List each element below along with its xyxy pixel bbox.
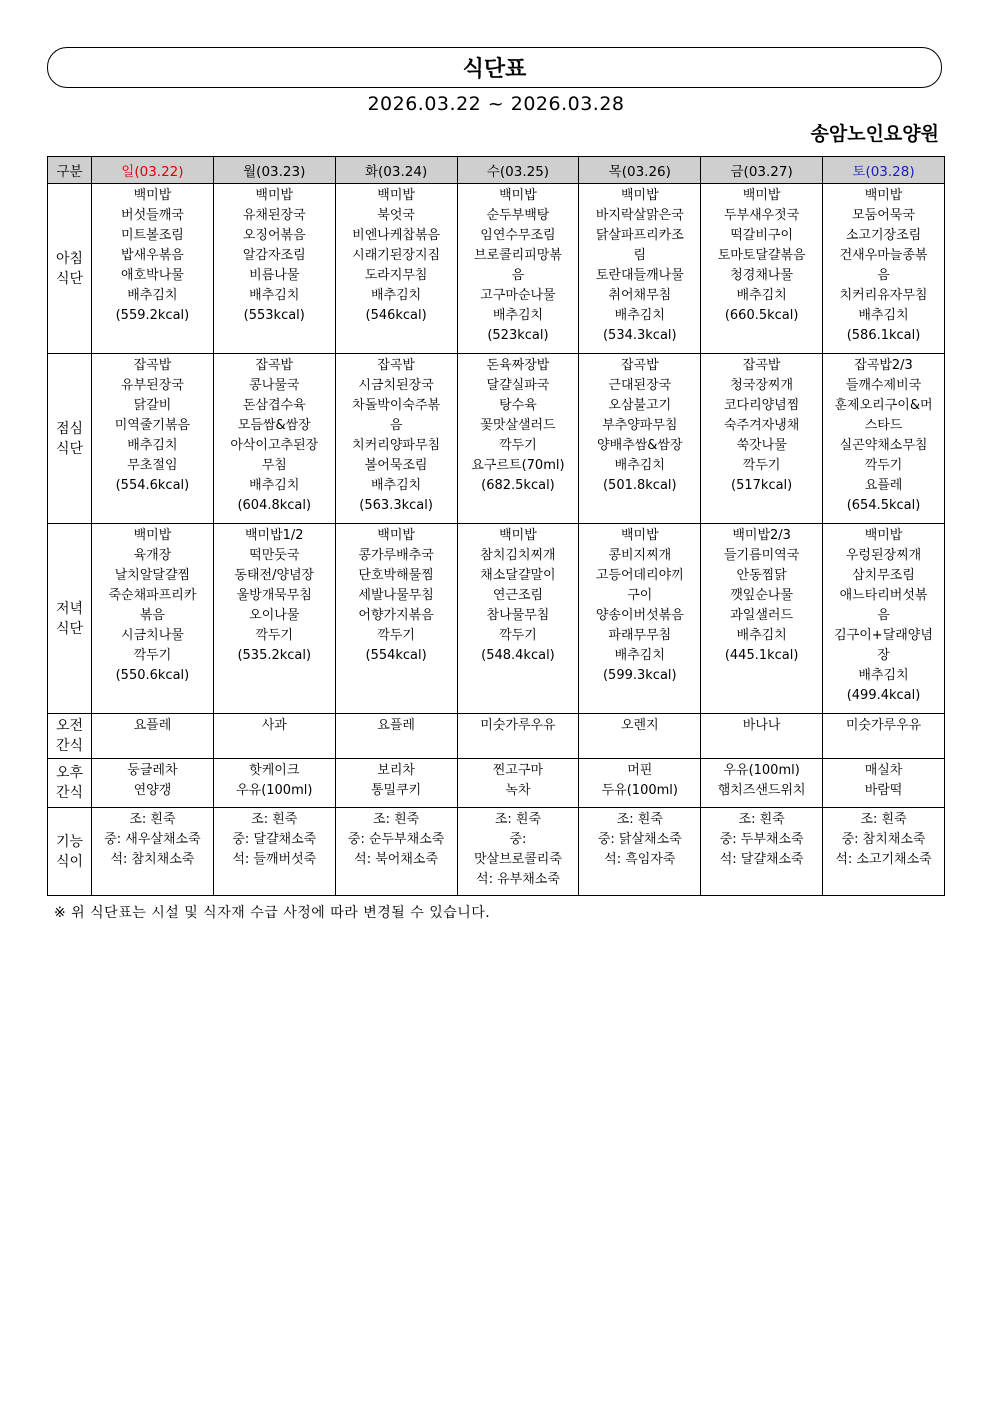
menu-item: (550.6kcal) [115,668,190,683]
menu-cell [335,759,457,808]
menu-item: 백미밥 [864,188,903,203]
facility-name: 송암노인요양원 [810,123,939,145]
menu-item: (499.4kcal) [846,688,921,703]
menu-cell [92,759,214,808]
menu-item: 보리차 [377,763,415,778]
row-label-therapeutic-diet [48,808,92,896]
menu-item: (604.8kcal) [237,498,312,513]
menu-item: 아삭이고추된장 [230,438,319,453]
menu-item: 애느타리버섯볶 [839,588,928,603]
menu-item: 음 [511,268,525,283]
menu-item: 치커리유자무침 [839,288,928,303]
menu-item: 부추양파무침 [602,418,678,433]
menu-cell [335,354,457,524]
menu-item: (654.5kcal) [846,498,921,513]
menu-item: (523kcal) [487,328,549,343]
menu-cell [213,808,335,896]
row-label-afternoon-snack [48,759,92,808]
menu-item: 오렌지 [620,718,659,733]
menu-item: 두유(100ml) [601,783,678,798]
menu-item: 미숫가루우유 [845,718,922,733]
menu-item: 날치알달걀찜 [114,568,191,583]
menu-item: 배추김치 [614,308,665,323]
menu-cell [701,524,823,714]
menu-item: 요구르트(70ml) [471,458,565,473]
footnote: ※ 위 식단표는 시설 및 식자재 수급 사정에 따라 변경될 수 있습니다. [54,905,491,921]
menu-item: 배추김치 [370,478,422,493]
menu-item: 조: 흰죽 [494,812,542,827]
menu-item: 백미밥 [377,188,415,203]
row-label-line: 저녁 [55,600,84,617]
menu-item: 잡곡밥 [133,358,172,373]
menu-item: 스타드 [864,418,903,433]
row-label-lunch [48,354,92,524]
menu-cell [457,524,579,714]
menu-item: 조: 흰죽 [129,812,176,827]
menu-item: 참나물무침 [486,608,550,623]
menu-item: 백미밥 [742,188,781,203]
menu-item: 건새우마늘종볶 [839,248,928,263]
menu-cell [335,524,457,714]
menu-item: (445.1kcal) [724,648,799,663]
header-row [48,157,945,184]
menu-cell [335,714,457,759]
menu-item: 머핀 [627,763,653,778]
menu-cell [92,808,214,896]
menu-cell [92,714,214,759]
menu-item: 석: 들깨버섯죽 [232,852,317,867]
menu-item: 취어채무침 [608,288,672,303]
menu-item: 조: 흰죽 [860,812,907,827]
row-label-line: 식단 [55,620,84,637]
row-label-line: 오전 [55,718,84,734]
menu-item: 백미밥 [620,188,659,203]
menu-item: 양송이버섯볶음 [595,608,684,623]
menu-item: 백미밥 [133,188,172,203]
menu-item: 훈제오리구이&머 [834,398,933,413]
menu-item: 오이나물 [249,608,300,623]
row-label-morning-snack [48,714,92,759]
menu-item: 들깨수제비국 [845,378,922,393]
menu-cell [579,714,701,759]
menu-cell [213,714,335,759]
menu-item: 치커리양파무침 [352,438,441,453]
menu-item: 무침 [261,458,287,473]
menu-item: 둥글레차 [127,763,178,778]
menu-item: 비름나물 [249,268,300,283]
menu-item: 어향가지볶음 [358,608,434,623]
menu-item: 백미밥1/2 [244,528,304,543]
menu-item: 콩나물국 [249,378,300,393]
menu-cell [579,808,701,896]
menu-item: 청국장찌개 [730,378,794,393]
menu-cell [701,714,823,759]
menu-item: 쑥갓나물 [736,438,787,453]
menu-item: 음 [877,608,890,623]
menu-item: 토마토달걀볶음 [717,248,806,263]
menu-item: 음 [389,418,403,433]
menu-item: 코다리양념찜 [723,398,800,413]
menu-item: 배추김치 [736,628,787,643]
menu-item: 백미밥 [133,528,172,543]
menu-item: 백미밥 [499,188,537,203]
menu-item: 시금치된장국 [358,378,434,393]
menu-item: 깍두기 [499,438,537,453]
menu-item: 김구이+달래양념 [834,628,933,643]
menu-item: 죽순채파프리카 [108,588,197,603]
page-title: 식단표 [462,57,527,82]
menu-item: (534.3kcal) [602,328,677,343]
menu-item: 미트볼조림 [121,228,184,243]
menu-item: (563.3kcal) [359,498,433,513]
menu-cell [213,524,335,714]
menu-item: (553kcal) [243,308,305,323]
menu-item: 오삼불고기 [608,398,672,413]
menu-cell [213,354,335,524]
header-day-mon: 월(03.23) [213,157,335,184]
menu-item: 돈육짜장밥 [486,358,550,373]
row-breakfast [48,184,945,354]
menu-item: 버섯들깨국 [121,208,184,223]
menu-item: 깍두기 [377,628,415,643]
row-label-line: 식단 [55,440,84,457]
menu-item: (554.6kcal) [115,478,190,493]
row-therapeutic-diet [48,808,945,896]
menu-item: 맛살브로콜리죽 [474,852,562,867]
menu-item: 순두부백탕 [486,208,550,223]
menu-item: 울방개묵무침 [236,588,312,603]
menu-item: 요플레 [864,478,903,493]
menu-item: 매실차 [864,763,903,778]
menu-item: 백미밥 [864,528,903,543]
menu-item: 볶음 [139,608,165,623]
menu-cell [579,354,701,524]
menu-item: 배추김치 [127,438,178,453]
menu-item: 잡곡밥 [742,358,781,373]
menu-item: 잡곡밥 [255,358,294,373]
menu-item: 도라지무침 [364,268,428,283]
menu-item: (517kcal) [731,478,793,493]
menu-item: 찐고구마 [492,763,544,778]
row-label-line: 식이 [55,853,84,870]
row-label-line: 식단 [55,270,84,287]
menu-item: 배추김치 [492,308,544,323]
menu-item: 배추김치 [249,288,300,303]
menu-item: 알감자조림 [242,248,306,263]
menu-item: 닭갈비 [133,398,172,413]
menu-cell [579,524,701,714]
menu-item: 콩비지찌개 [608,548,672,563]
menu-item: 밥새우볶음 [121,248,184,263]
menu-item: 조: 흰죽 [616,812,663,827]
menu-cell [823,759,945,808]
header-day-thu: 목(03.26) [579,157,701,184]
header-day-fri: 금(03.27) [701,157,823,184]
menu-item: 바지락살맑은국 [595,208,684,223]
menu-item: 석: 유부채소죽 [476,872,560,887]
menu-item: 양배추쌈&쌈장 [597,438,683,453]
menu-item: 볼어묵조림 [364,458,428,473]
menu-item: 잡곡밥 [377,358,415,373]
menu-item: 석: 북어채소죽 [354,852,439,867]
row-label-line: 간식 [55,785,84,801]
menu-item: 떡갈비구이 [730,228,794,243]
menu-cell [823,184,945,354]
menu-item: 통밀쿠키 [370,783,422,798]
header-day-sat: 토(03.28) [823,157,945,184]
menu-item: 차돌박이숙주볶 [352,398,441,413]
menu-cell [335,184,457,354]
menu-cell [92,354,214,524]
row-label-line: 점심 [55,420,84,437]
menu-item: 조: 흰죽 [738,812,785,827]
menu-cell [92,184,214,354]
menu-item: 유채된장국 [242,208,306,223]
menu-item: 바람떡 [864,783,903,798]
menu-item: 백미밥 [255,188,294,203]
menu-item: 토란대들깨나물 [595,268,684,283]
menu-item: 세발나물무침 [358,588,434,603]
menu-item: 미역줄기볶음 [114,418,191,433]
menu-item: 석: 소고기채소죽 [835,852,932,867]
menu-item: 백미밥 [620,528,659,543]
menu-item: 중: [509,832,527,847]
menu-item: 장 [877,648,890,663]
menu-item: 요플레 [377,718,415,733]
menu-cell [579,184,701,354]
menu-item: 백미밥 [377,528,415,543]
menu-item: 고구마순나물 [480,288,556,303]
menu-item: 깻잎순나물 [730,588,794,603]
menu-item: 중: 달걀채소죽 [232,832,317,847]
menu-item: 모듬쌈&쌈장 [237,418,311,433]
menu-cell [213,759,335,808]
menu-item: 중: 순두부채소죽 [347,832,445,847]
menu-item: 조: 흰죽 [373,812,420,827]
menu-item: 오징어볶음 [242,228,306,243]
menu-cell [457,808,579,896]
menu-item: 연양갱 [133,783,172,798]
menu-item: 사과 [261,718,287,733]
menu-item: 깍두기 [133,648,172,663]
menu-cell [823,524,945,714]
menu-cell [213,184,335,354]
menu-item: 림 [633,248,647,263]
menu-cell [335,808,457,896]
menu-item: 석: 달걀채소죽 [719,852,804,867]
menu-item: 꽃맛살샐러드 [480,418,556,433]
row-label-line: 기능 [55,833,84,850]
menu-item: 동태전/양념장 [234,568,315,583]
menu-item: 음 [877,268,890,283]
menu-item: 깍두기 [864,458,903,473]
menu-cell [457,759,579,808]
menu-item: 무초절임 [127,458,178,473]
menu-item: 배추김치 [614,458,665,473]
row-morning-snack [48,714,945,759]
row-label-line: 오후 [55,765,84,781]
menu-item: 달걀실파국 [486,378,550,393]
menu-item: 중: 새우살채소죽 [104,832,201,847]
menu-item: 배추김치 [858,308,909,323]
menu-item: 북엇국 [377,208,415,223]
row-lunch [48,354,945,524]
menu-item: (599.3kcal) [602,668,677,683]
menu-item: 탕수육 [499,398,537,413]
menu-cell [457,184,579,354]
menu-item: (501.8kcal) [602,478,677,493]
menu-cell [457,714,579,759]
menu-cell [823,354,945,524]
menu-item: (548.4kcal) [481,648,555,663]
menu-item: 숙주겨자냉채 [723,418,800,433]
menu-item: 배추김치 [127,288,178,303]
menu-item: 잡곡밥2/3 [854,358,913,373]
row-label-dinner [48,524,92,714]
menu-item: 구이 [627,588,653,603]
menu-item: 파래무무침 [608,628,672,643]
menu-item: 배추김치 [249,478,300,493]
menu-item: 깍두기 [742,458,781,473]
menu-item: 깍두기 [255,628,294,643]
menu-item: 청경채나물 [730,268,794,283]
menu-item: (535.2kcal) [237,648,312,663]
menu-item: 우유(100ml) [723,763,800,778]
menu-item: 석: 참치채소죽 [110,852,195,867]
menu-item: 백미밥 [499,528,537,543]
menu-item: 배추김치 [614,648,665,663]
menu-cell [701,354,823,524]
menu-cell [579,759,701,808]
menu-item: (546kcal) [365,308,427,323]
header-day-wed: 수(03.25) [457,157,579,184]
menu-item: 삼치무조림 [852,568,915,583]
menu-cell [92,524,214,714]
menu-item: 돈삼겹수육 [242,398,306,413]
menu-item: 핫케이크 [249,763,300,778]
menu-item: (682.5kcal) [481,478,555,493]
menu-item: 소고기장조림 [845,228,922,243]
menu-item: 중: 두부채소죽 [719,832,804,847]
menu-item: 시래기된장지짐 [352,248,441,263]
menu-item: 근대된장국 [608,378,672,393]
menu-table [47,156,945,896]
menu-item: 바나나 [742,718,781,733]
menu-item: 유부된장국 [121,378,184,393]
menu-item: 두부새우젓국 [723,208,800,223]
menu-item: 채소달걀말이 [480,568,556,583]
menu-item: 깍두기 [499,628,537,643]
row-label-breakfast [48,184,92,354]
menu-item: 닭살파프리카조 [595,228,684,243]
menu-item: 배추김치 [858,668,909,683]
menu-item: 고등어데리야끼 [595,568,684,583]
menu-item: 백미밥2/3 [732,528,791,543]
header-label: 구분 [48,157,92,184]
menu-item: 미숫가루우유 [480,718,556,733]
menu-item: (554kcal) [365,648,427,663]
menu-cell [823,714,945,759]
menu-item: 잡곡밥 [620,358,659,373]
menu-cell [457,354,579,524]
menu-item: 안동찜닭 [736,568,787,583]
menu-item: 과일샐러드 [730,608,794,623]
menu-item: 중: 닭살채소죽 [597,832,682,847]
menu-item: 요플레 [133,718,172,733]
menu-item: (559.2kcal) [115,308,190,323]
menu-item: 시금치나물 [121,628,184,643]
menu-cell [701,759,823,808]
menu-item: 배추김치 [736,288,787,303]
menu-item: 들기름미역국 [723,548,800,563]
menu-item: 녹차 [505,783,531,798]
row-dinner [48,524,945,714]
menu-item: 임연수무조림 [480,228,556,243]
row-afternoon-snack [48,759,945,808]
menu-item: 중: 참치채소죽 [841,832,926,847]
menu-item: 우유(100ml) [236,783,313,798]
menu-item: 참치김치찌개 [480,548,556,563]
header-day-tue: 화(03.24) [335,157,457,184]
menu-cell [823,808,945,896]
menu-item: 비엔나케찹볶음 [352,228,441,243]
menu-item: 우렁된장찌개 [845,548,922,563]
menu-item: 단호박해물찜 [358,568,434,583]
menu-item: 모둠어묵국 [852,208,915,223]
menu-item: 연근조림 [492,588,544,603]
menu-item: (660.5kcal) [724,308,799,323]
menu-item: 실곤약채소무침 [839,438,928,453]
header-day-sun: 일(03.22) [92,157,214,184]
menu-item: 배추김치 [370,288,422,303]
menu-item: 햄치즈샌드위치 [717,783,806,798]
date-range: 2026.03.22 ~ 2026.03.28 [367,93,625,115]
menu-item: (586.1kcal) [846,328,921,343]
title-box [47,47,942,88]
menu-item: 석: 흑임자죽 [604,852,676,867]
row-label-line: 아침 [55,250,84,267]
row-label-line: 간식 [55,738,84,754]
menu-cell [701,808,823,896]
menu-item: 조: 흰죽 [251,812,298,827]
menu-item: 콩가루배추국 [358,548,434,563]
menu-item: 브로콜리피망볶 [474,248,562,263]
menu-item: 육개장 [133,548,172,563]
menu-cell [701,184,823,354]
menu-item: 떡만둣국 [249,548,300,563]
menu-item: 애호박나물 [121,268,184,283]
